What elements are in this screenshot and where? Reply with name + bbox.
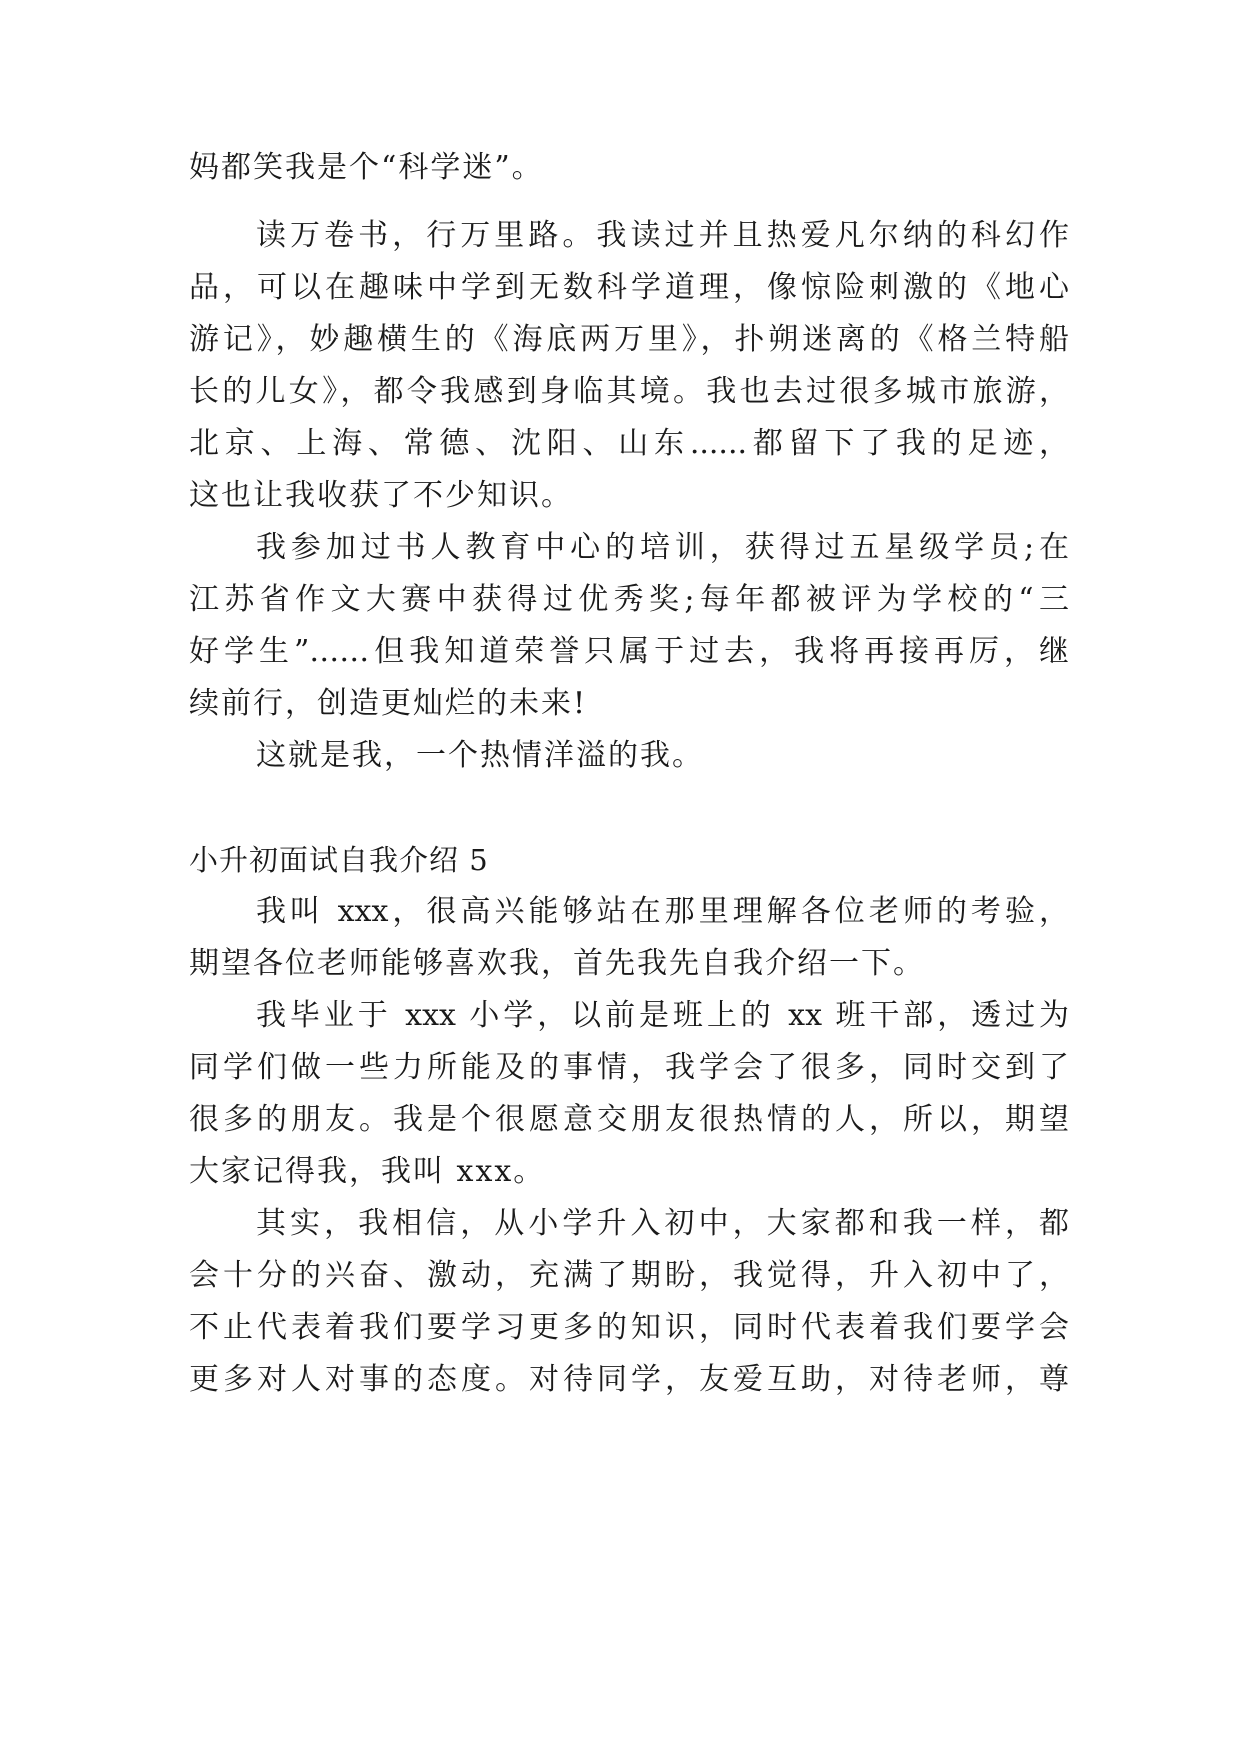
paragraph-line: 游记》，妙趣横生的《海底两万里》，扑朔迷离的《格兰特船 — [189, 322, 1069, 357]
paragraph-line: 很多的朋友。我是个很愿意交朋友很热情的人，所以，期望 — [189, 1102, 1069, 1137]
paragraph-line: 大家记得我，我叫 xxx。 — [189, 1154, 546, 1189]
paragraph-line: 会十分的兴奋、激动，充满了期盼，我觉得，升入初中了， — [189, 1258, 1069, 1293]
paragraph-line: 期望各位老师能够喜欢我，首先我先自我介绍一下。 — [189, 946, 925, 981]
paragraph-line: 其实，我相信，从小学升入初中，大家都和我一样，都 — [256, 1206, 1069, 1241]
paragraph-line: 读万卷书，行万里路。我读过并且热爱凡尔纳的科幻作 — [256, 218, 1069, 253]
paragraph-line: 长的儿女》，都令我感到身临其境。我也去过很多城市旅游， — [189, 374, 1069, 409]
paragraph-line: 我参加过书人教育中心的培训，获得过五星级学员;在 — [256, 530, 1069, 565]
paragraph-line: 品，可以在趣味中学到无数科学道理，像惊险刺激的《地心 — [189, 270, 1069, 305]
section-heading: 小升初面试自我介绍 5 — [189, 843, 489, 877]
paragraph-line: 我叫 xxx，很高兴能够站在那里理解各位老师的考验， — [256, 894, 1069, 929]
paragraph-line: 同学们做一些力所能及的事情，我学会了很多，同时交到了 — [189, 1050, 1069, 1085]
paragraph-line: 我毕业于 xxx 小学，以前是班上的 xx 班干部，透过为 — [256, 998, 1069, 1033]
paragraph-line: 妈都笑我是个“科学迷”。 — [189, 150, 544, 185]
paragraph-line: 江苏省作文大赛中获得过优秀奖;每年都被评为学校的“三 — [189, 582, 1069, 617]
paragraph-line: 续前行，创造更灿烂的未来! — [189, 686, 588, 721]
paragraph-line: 更多对人对事的态度。对待同学，友爱互助，对待老师，尊 — [189, 1362, 1069, 1397]
paragraph-line: 这也让我收获了不少知识。 — [189, 478, 573, 513]
paragraph-line: 好学生”……但我知道荣誉只属于过去，我将再接再厉，继 — [189, 634, 1069, 669]
paragraph-line: 北京、上海、常德、沈阳、山东......都留下了我的足迹， — [189, 426, 1069, 461]
paragraph-line: 这就是我，一个热情洋溢的我。 — [256, 738, 704, 773]
paragraph-line: 不止代表着我们要学习更多的知识，同时代表着我们要学会 — [189, 1310, 1069, 1345]
